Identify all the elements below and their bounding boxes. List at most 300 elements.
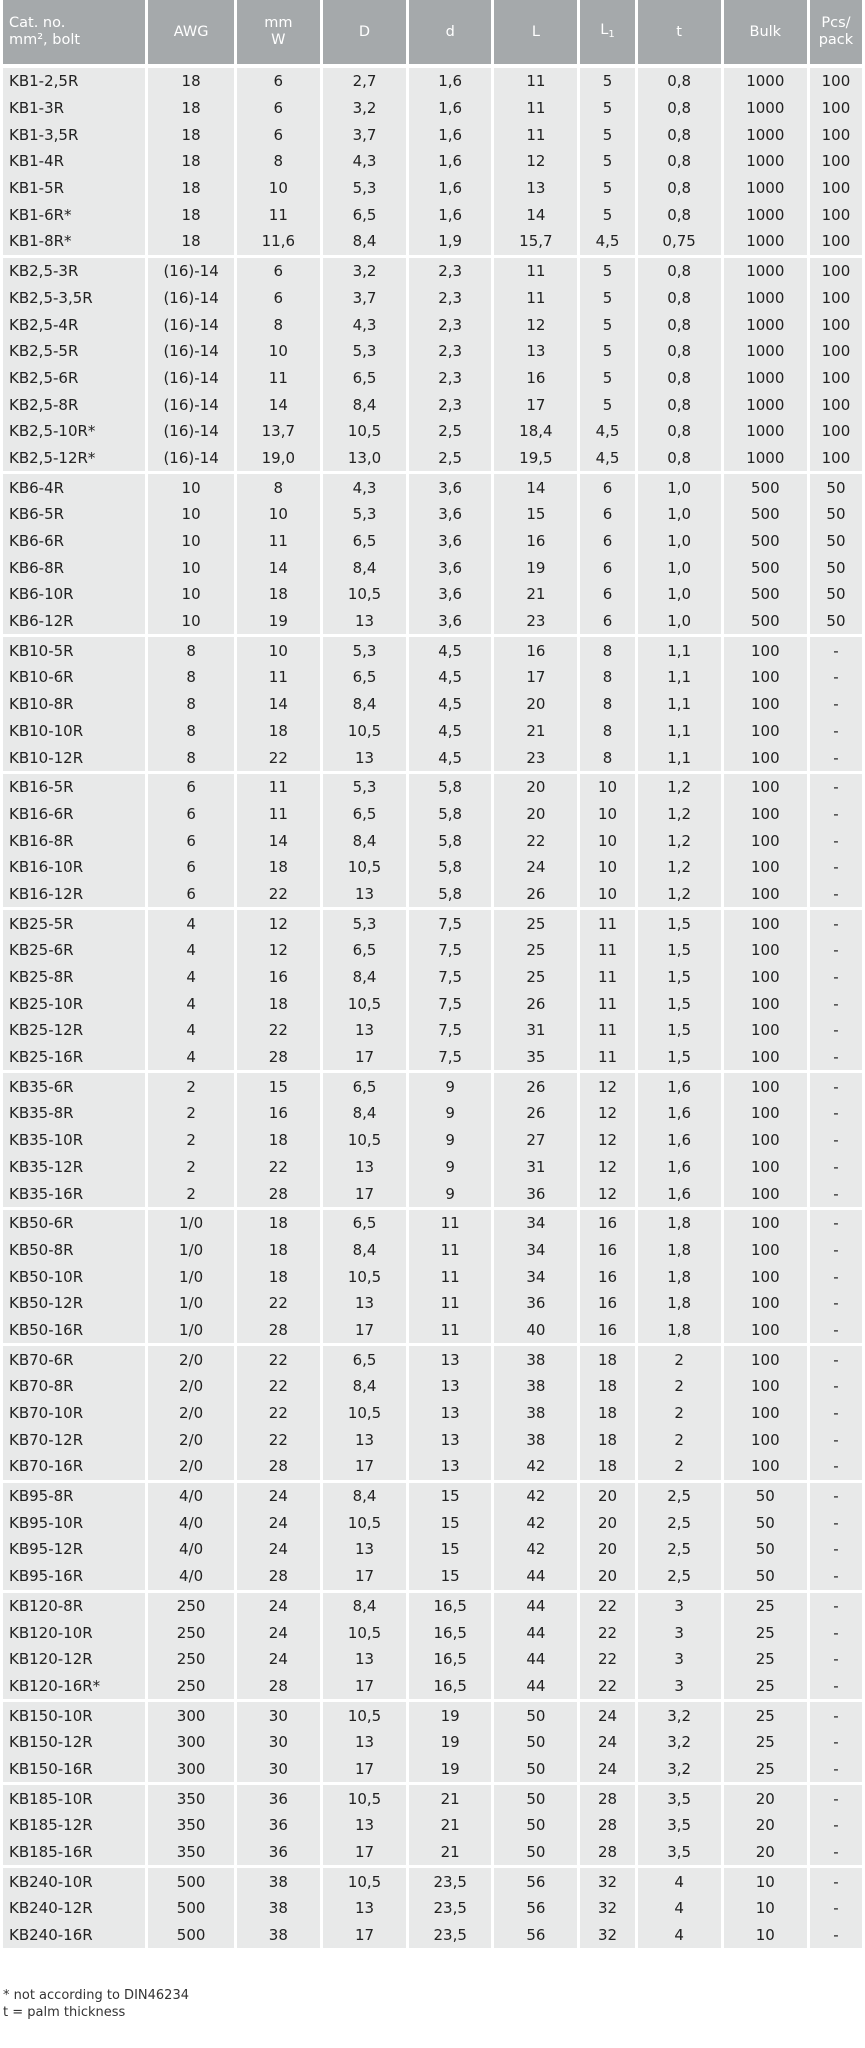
cell-l1: 8 xyxy=(580,691,634,718)
header-bulk: Bulk xyxy=(724,0,807,64)
table-row xyxy=(3,1346,862,1373)
cell-d-outer: 10,5 xyxy=(323,581,406,608)
cell-d-outer: 6,5 xyxy=(323,1073,406,1100)
cell-d-inner: 2,5 xyxy=(409,418,491,445)
cell-cat-no: KB1-5R xyxy=(3,175,145,202)
cell-awg: 10 xyxy=(148,474,233,501)
cell-t: 1,1 xyxy=(638,664,721,691)
cell-bulk: 10 xyxy=(724,1922,807,1949)
cell-d-outer: 13 xyxy=(323,608,406,635)
cell-d-outer: 8,4 xyxy=(323,391,406,418)
cell-d-inner: 3,6 xyxy=(409,581,491,608)
cell-bulk: 500 xyxy=(724,474,807,501)
cell-w: 28 xyxy=(237,1044,320,1071)
cell-l: 31 xyxy=(494,1017,577,1044)
cell-bulk: 500 xyxy=(724,501,807,528)
cell-d-inner: 11 xyxy=(409,1210,491,1237)
cell-l1: 5 xyxy=(580,311,634,338)
cell-pcs-pack: 50 xyxy=(810,608,862,635)
cell-d-inner: 9 xyxy=(409,1154,491,1181)
cell-w: 28 xyxy=(237,1180,320,1207)
cell-awg: 4/0 xyxy=(148,1536,233,1563)
cell-pcs-pack: - xyxy=(810,1756,862,1783)
cell-l1: 16 xyxy=(580,1210,634,1237)
cell-l: 34 xyxy=(494,1263,577,1290)
header-mm-w-line2: W xyxy=(271,32,286,48)
cell-cat-no: KB2,5-5R xyxy=(3,338,145,365)
cell-d-inner: 1,6 xyxy=(409,201,491,228)
cell-w: 10 xyxy=(237,338,320,365)
cell-w: 38 xyxy=(237,1868,320,1895)
table-row xyxy=(3,1509,862,1536)
cell-cat-no: KB16-6R xyxy=(3,801,145,828)
cell-awg: 2/0 xyxy=(148,1400,233,1427)
cell-cat-no: KB6-8R xyxy=(3,554,145,581)
table-row xyxy=(3,1619,862,1646)
cell-l: 11 xyxy=(494,68,577,95)
cell-bulk: 25 xyxy=(724,1593,807,1620)
table-row xyxy=(3,1290,862,1317)
cell-l: 42 xyxy=(494,1453,577,1480)
cell-l1: 5 xyxy=(580,95,634,122)
table-row xyxy=(3,1702,862,1729)
cell-d-inner: 21 xyxy=(409,1839,491,1866)
cell-l1: 5 xyxy=(580,201,634,228)
cell-bulk: 100 xyxy=(724,990,807,1017)
cell-w: 14 xyxy=(237,391,320,418)
cell-awg: (16)-14 xyxy=(148,391,233,418)
cell-l: 50 xyxy=(494,1839,577,1866)
cell-d-inner: 4,5 xyxy=(409,691,491,718)
cell-cat-no: KB185-12R xyxy=(3,1812,145,1839)
cell-l: 20 xyxy=(494,774,577,801)
header-l1-main: L xyxy=(600,21,609,38)
cell-d-outer: 8,4 xyxy=(323,1373,406,1400)
cell-d-outer: 10,5 xyxy=(323,1868,406,1895)
cell-w: 24 xyxy=(237,1646,320,1673)
cell-cat-no: KB25-16R xyxy=(3,1044,145,1071)
table-row xyxy=(3,1073,862,1100)
cell-d-outer: 17 xyxy=(323,1756,406,1783)
cell-l1: 10 xyxy=(580,774,634,801)
cell-l1: 10 xyxy=(580,801,634,828)
cell-d-inner: 16,5 xyxy=(409,1673,491,1700)
cell-d-outer: 13 xyxy=(323,1017,406,1044)
cell-d-inner: 21 xyxy=(409,1785,491,1812)
cell-awg: 18 xyxy=(148,95,233,122)
cell-t: 0,8 xyxy=(638,175,721,202)
header-row xyxy=(3,0,862,64)
cell-t: 1,5 xyxy=(638,1044,721,1071)
cell-w: 6 xyxy=(237,121,320,148)
cell-w: 15 xyxy=(237,1073,320,1100)
cell-l1: 12 xyxy=(580,1180,634,1207)
cell-pcs-pack: - xyxy=(810,827,862,854)
table-row xyxy=(3,1453,862,1480)
cell-cat-no: KB1-6R* xyxy=(3,201,145,228)
cell-w: 8 xyxy=(237,474,320,501)
cell-cat-no: KB70-10R xyxy=(3,1400,145,1427)
cell-d-outer: 13 xyxy=(323,1895,406,1922)
cell-cat-no: KB120-10R xyxy=(3,1619,145,1646)
cell-w: 11 xyxy=(237,528,320,555)
cell-w: 22 xyxy=(237,744,320,771)
cell-l1: 8 xyxy=(580,664,634,691)
cell-bulk: 100 xyxy=(724,1290,807,1317)
cell-awg: 10 xyxy=(148,528,233,555)
cell-l: 50 xyxy=(494,1702,577,1729)
cell-w: 16 xyxy=(237,1100,320,1127)
cell-bulk: 100 xyxy=(724,937,807,964)
cell-bulk: 1000 xyxy=(724,338,807,365)
cell-awg: 18 xyxy=(148,228,233,255)
cell-awg: 8 xyxy=(148,744,233,771)
footnote-din: * not according to DIN46234 xyxy=(3,1988,189,2003)
cell-pcs-pack: 100 xyxy=(810,391,862,418)
cell-awg: 4 xyxy=(148,1017,233,1044)
cell-bulk: 100 xyxy=(724,1100,807,1127)
table-row xyxy=(3,691,862,718)
cell-l1: 20 xyxy=(580,1509,634,1536)
cell-bulk: 25 xyxy=(724,1619,807,1646)
cell-l1: 20 xyxy=(580,1563,634,1590)
cell-awg: 4 xyxy=(148,1044,233,1071)
cell-d-outer: 17 xyxy=(323,1453,406,1480)
cell-t: 1,5 xyxy=(638,1017,721,1044)
cell-d-outer: 17 xyxy=(323,1563,406,1590)
cell-l: 15 xyxy=(494,501,577,528)
cell-cat-no: KB70-16R xyxy=(3,1453,145,1480)
cell-d-outer: 13 xyxy=(323,1154,406,1181)
cell-bulk: 500 xyxy=(724,528,807,555)
cell-l1: 10 xyxy=(580,827,634,854)
cell-cat-no: KB6-4R xyxy=(3,474,145,501)
cell-t: 1,2 xyxy=(638,881,721,908)
cell-t: 3,2 xyxy=(638,1729,721,1756)
cell-pcs-pack: 100 xyxy=(810,95,862,122)
cell-l1: 4,5 xyxy=(580,228,634,255)
cell-w: 36 xyxy=(237,1785,320,1812)
table-row xyxy=(3,1483,862,1510)
cell-pcs-pack: 100 xyxy=(810,148,862,175)
cell-t: 2,5 xyxy=(638,1509,721,1536)
cell-w: 6 xyxy=(237,68,320,95)
cell-w: 28 xyxy=(237,1453,320,1480)
cell-l1: 28 xyxy=(580,1812,634,1839)
cell-t: 1,6 xyxy=(638,1073,721,1100)
cell-d-inner: 9 xyxy=(409,1073,491,1100)
cell-l1: 11 xyxy=(580,990,634,1017)
cell-cat-no: KB16-8R xyxy=(3,827,145,854)
cell-pcs-pack: - xyxy=(810,1100,862,1127)
cell-l1: 5 xyxy=(580,148,634,175)
cell-pcs-pack: 100 xyxy=(810,285,862,312)
cell-pcs-pack: - xyxy=(810,1563,862,1590)
cell-bulk: 25 xyxy=(724,1646,807,1673)
cell-pcs-pack: - xyxy=(810,1619,862,1646)
footnote-palm: t = palm thickness xyxy=(3,2005,126,2020)
cell-cat-no: KB95-16R xyxy=(3,1563,145,1590)
cell-t: 2,5 xyxy=(638,1563,721,1590)
cell-pcs-pack: - xyxy=(810,1154,862,1181)
cell-w: 18 xyxy=(237,1237,320,1264)
cell-l1: 24 xyxy=(580,1756,634,1783)
cell-awg: 18 xyxy=(148,148,233,175)
cell-l1: 12 xyxy=(580,1127,634,1154)
table-row xyxy=(3,201,862,228)
cell-w: 38 xyxy=(237,1895,320,1922)
cell-w: 22 xyxy=(237,1346,320,1373)
cell-l: 17 xyxy=(494,664,577,691)
cell-l1: 6 xyxy=(580,608,634,635)
cell-pcs-pack: - xyxy=(810,1180,862,1207)
cell-l: 25 xyxy=(494,964,577,991)
cell-awg: 4 xyxy=(148,964,233,991)
header-d-outer: D xyxy=(323,0,406,64)
cell-d-outer: 8,4 xyxy=(323,1593,406,1620)
cell-pcs-pack: 100 xyxy=(810,228,862,255)
cell-pcs-pack: 50 xyxy=(810,528,862,555)
cell-awg: 2 xyxy=(148,1180,233,1207)
cell-cat-no: KB50-6R xyxy=(3,1210,145,1237)
cell-l: 14 xyxy=(494,201,577,228)
cell-awg: 4/0 xyxy=(148,1563,233,1590)
cell-t: 1,0 xyxy=(638,581,721,608)
table-row xyxy=(3,910,862,937)
table-row xyxy=(3,1756,862,1783)
table-row xyxy=(3,744,862,771)
cell-t: 1,5 xyxy=(638,910,721,937)
header-d-inner: d xyxy=(409,0,491,64)
cell-l1: 28 xyxy=(580,1839,634,1866)
cell-d-outer: 6,5 xyxy=(323,365,406,392)
cell-l1: 22 xyxy=(580,1646,634,1673)
cell-d-inner: 23,5 xyxy=(409,1922,491,1949)
cell-bulk: 100 xyxy=(724,1426,807,1453)
cell-t: 2 xyxy=(638,1426,721,1453)
cell-d-outer: 17 xyxy=(323,1839,406,1866)
cell-d-outer: 4,3 xyxy=(323,474,406,501)
cell-l: 17 xyxy=(494,391,577,418)
table-row xyxy=(3,1400,862,1427)
cell-d-inner: 3,6 xyxy=(409,501,491,528)
cell-t: 4 xyxy=(638,1868,721,1895)
cell-w: 18 xyxy=(237,718,320,745)
cell-pcs-pack: - xyxy=(810,1646,862,1673)
cell-cat-no: KB240-12R xyxy=(3,1895,145,1922)
cell-l: 34 xyxy=(494,1210,577,1237)
cell-t: 1,6 xyxy=(638,1154,721,1181)
cell-d-inner: 4,5 xyxy=(409,718,491,745)
cell-t: 2 xyxy=(638,1373,721,1400)
cell-d-outer: 5,3 xyxy=(323,774,406,801)
cell-w: 18 xyxy=(237,854,320,881)
cell-bulk: 100 xyxy=(724,1210,807,1237)
cell-d-inner: 3,6 xyxy=(409,528,491,555)
cell-awg: 10 xyxy=(148,608,233,635)
cell-pcs-pack: - xyxy=(810,664,862,691)
cell-awg: 250 xyxy=(148,1673,233,1700)
cell-bulk: 1000 xyxy=(724,258,807,285)
cell-l: 50 xyxy=(494,1812,577,1839)
cell-awg: 2/0 xyxy=(148,1426,233,1453)
cell-w: 8 xyxy=(237,148,320,175)
cell-cat-no: KB2,5-12R* xyxy=(3,445,145,472)
cell-awg: 2/0 xyxy=(148,1453,233,1480)
cell-l1: 6 xyxy=(580,554,634,581)
cell-cat-no: KB6-10R xyxy=(3,581,145,608)
cell-l: 16 xyxy=(494,637,577,664)
cell-d-inner: 1,6 xyxy=(409,68,491,95)
table-row xyxy=(3,827,862,854)
cell-l: 26 xyxy=(494,881,577,908)
cell-pcs-pack: 100 xyxy=(810,175,862,202)
cell-t: 1,8 xyxy=(638,1317,721,1344)
cell-t: 4 xyxy=(638,1895,721,1922)
cell-l: 34 xyxy=(494,1237,577,1264)
cell-l1: 12 xyxy=(580,1100,634,1127)
table-row xyxy=(3,228,862,255)
cell-w: 28 xyxy=(237,1563,320,1590)
cell-awg: 1/0 xyxy=(148,1290,233,1317)
header-l: L xyxy=(494,0,577,64)
cell-cat-no: KB35-16R xyxy=(3,1180,145,1207)
cell-l1: 18 xyxy=(580,1426,634,1453)
cell-d-inner: 23,5 xyxy=(409,1895,491,1922)
cell-pcs-pack: - xyxy=(810,1483,862,1510)
cell-cat-no: KB120-16R* xyxy=(3,1673,145,1700)
cell-d-inner: 5,8 xyxy=(409,827,491,854)
header-mm-w xyxy=(237,0,320,64)
table-row xyxy=(3,1922,862,1949)
table-row xyxy=(3,1017,862,1044)
cell-awg: (16)-14 xyxy=(148,445,233,472)
table-row xyxy=(3,637,862,664)
cell-w: 22 xyxy=(237,1426,320,1453)
cell-d-inner: 5,8 xyxy=(409,774,491,801)
cell-l1: 12 xyxy=(580,1073,634,1100)
cell-d-outer: 8,4 xyxy=(323,964,406,991)
cell-t: 0,8 xyxy=(638,148,721,175)
cell-l1: 5 xyxy=(580,175,634,202)
cell-d-inner: 7,5 xyxy=(409,964,491,991)
cell-l1: 4,5 xyxy=(580,418,634,445)
cell-l: 50 xyxy=(494,1785,577,1812)
cell-t: 3 xyxy=(638,1619,721,1646)
table-row xyxy=(3,1646,862,1673)
table-row xyxy=(3,148,862,175)
cell-cat-no: KB185-16R xyxy=(3,1839,145,1866)
cell-cat-no: KB1-3R xyxy=(3,95,145,122)
cell-w: 28 xyxy=(237,1673,320,1700)
cell-awg: 8 xyxy=(148,718,233,745)
cell-cat-no: KB1-4R xyxy=(3,148,145,175)
cell-d-outer: 13,0 xyxy=(323,445,406,472)
cell-d-inner: 2,5 xyxy=(409,445,491,472)
cell-d-inner: 16,5 xyxy=(409,1619,491,1646)
cell-awg: 250 xyxy=(148,1646,233,1673)
cell-w: 30 xyxy=(237,1729,320,1756)
cell-t: 1,1 xyxy=(638,637,721,664)
cell-l: 25 xyxy=(494,910,577,937)
cell-cat-no: KB35-10R xyxy=(3,1127,145,1154)
cell-t: 1,2 xyxy=(638,801,721,828)
cell-l: 15,7 xyxy=(494,228,577,255)
cell-l: 38 xyxy=(494,1426,577,1453)
table-row xyxy=(3,1373,862,1400)
cell-d-inner: 4,5 xyxy=(409,744,491,771)
table-row xyxy=(3,528,862,555)
cell-cat-no: KB6-6R xyxy=(3,528,145,555)
table-row xyxy=(3,964,862,991)
cell-bulk: 50 xyxy=(724,1536,807,1563)
cell-bulk: 10 xyxy=(724,1868,807,1895)
cell-bulk: 100 xyxy=(724,1317,807,1344)
cell-d-inner: 5,8 xyxy=(409,801,491,828)
cell-awg: 18 xyxy=(148,201,233,228)
cell-l1: 10 xyxy=(580,881,634,908)
cell-awg: 1/0 xyxy=(148,1263,233,1290)
cell-t: 0,8 xyxy=(638,311,721,338)
cell-t: 0,8 xyxy=(638,365,721,392)
cell-t: 1,2 xyxy=(638,774,721,801)
cell-d-outer: 6,5 xyxy=(323,1210,406,1237)
cell-pcs-pack: - xyxy=(810,1839,862,1866)
cell-l: 16 xyxy=(494,365,577,392)
cell-l: 44 xyxy=(494,1619,577,1646)
header-cat-no-line2: mm², bolt xyxy=(9,32,81,48)
cell-pcs-pack: - xyxy=(810,854,862,881)
cell-pcs-pack: 50 xyxy=(810,474,862,501)
table-row xyxy=(3,1100,862,1127)
cell-t: 1,0 xyxy=(638,501,721,528)
cell-w: 13,7 xyxy=(237,418,320,445)
cell-l: 36 xyxy=(494,1290,577,1317)
table-row xyxy=(3,774,862,801)
cell-cat-no: KB25-5R xyxy=(3,910,145,937)
cell-d-outer: 17 xyxy=(323,1673,406,1700)
table-row xyxy=(3,95,862,122)
cell-bulk: 1000 xyxy=(724,391,807,418)
cell-l1: 22 xyxy=(580,1619,634,1646)
cell-l: 50 xyxy=(494,1756,577,1783)
cell-bulk: 1000 xyxy=(724,365,807,392)
cell-pcs-pack: 100 xyxy=(810,258,862,285)
cell-bulk: 100 xyxy=(724,1127,807,1154)
table-row xyxy=(3,1868,862,1895)
cell-d-inner: 13 xyxy=(409,1400,491,1427)
cell-d-outer: 10,5 xyxy=(323,990,406,1017)
cell-t: 0,8 xyxy=(638,445,721,472)
cell-d-outer: 2,7 xyxy=(323,68,406,95)
cell-w: 10 xyxy=(237,175,320,202)
cell-pcs-pack: 100 xyxy=(810,445,862,472)
cell-awg: (16)-14 xyxy=(148,258,233,285)
cell-l1: 11 xyxy=(580,1017,634,1044)
cell-awg: 1/0 xyxy=(148,1317,233,1344)
cell-l: 20 xyxy=(494,691,577,718)
cell-bulk: 10 xyxy=(724,1895,807,1922)
cell-bulk: 100 xyxy=(724,1180,807,1207)
cell-pcs-pack: - xyxy=(810,1729,862,1756)
header-cat-no-line1: Cat. no. xyxy=(9,15,66,31)
table-row xyxy=(3,608,862,635)
table-row xyxy=(3,445,862,472)
cell-t: 1,0 xyxy=(638,474,721,501)
table-row xyxy=(3,1536,862,1563)
cell-cat-no: KB50-12R xyxy=(3,1290,145,1317)
cell-d-outer: 10,5 xyxy=(323,1263,406,1290)
